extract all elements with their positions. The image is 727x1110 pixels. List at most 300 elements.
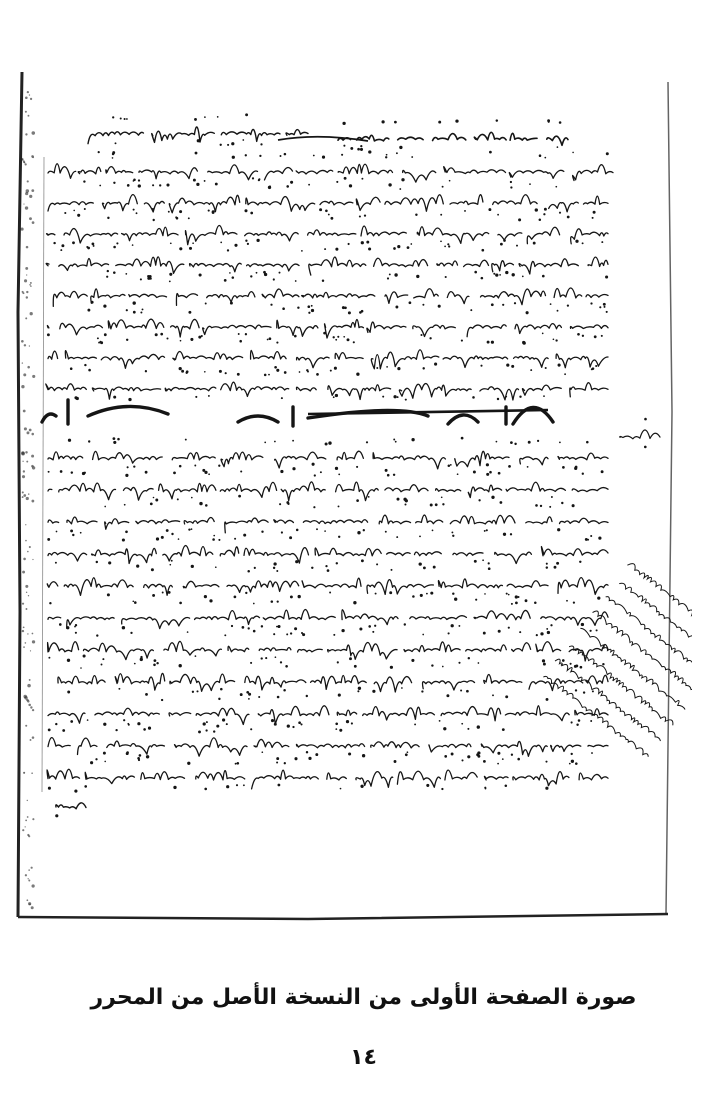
diacritic-dot xyxy=(604,306,606,308)
diacritic-dot xyxy=(273,633,275,635)
diacritic-dot xyxy=(112,151,115,154)
diacritic-dot xyxy=(503,533,506,536)
diacritic-dot xyxy=(67,691,70,694)
diacritic-dot xyxy=(442,666,444,668)
diacritic-dot xyxy=(189,247,192,250)
diacritic-dot xyxy=(548,121,550,123)
diacritic-dot xyxy=(220,144,222,146)
diacritic-dot xyxy=(292,440,294,442)
diacritic-dot xyxy=(126,339,128,341)
diacritic-dot xyxy=(505,396,507,398)
scan-speck xyxy=(32,131,36,135)
diacritic-dot xyxy=(195,396,197,398)
diacritic-dot xyxy=(389,273,391,275)
diacritic-dot xyxy=(107,217,109,219)
scan-speck xyxy=(29,429,32,432)
diacritic-dot xyxy=(397,396,399,398)
diacritic-dot xyxy=(239,340,242,343)
scan-speck xyxy=(31,867,33,869)
diacritic-dot xyxy=(72,534,74,536)
diacritic-dot xyxy=(510,533,512,535)
scan-speck xyxy=(28,869,30,871)
diacritic-dot xyxy=(396,536,398,538)
diacritic-dot xyxy=(68,439,71,442)
diacritic-dot xyxy=(529,183,531,185)
diacritic-dot xyxy=(394,121,397,124)
diacritic-dot xyxy=(343,145,345,147)
diacritic-dot xyxy=(472,396,475,399)
diacritic-dot xyxy=(341,629,344,632)
diacritic-dot xyxy=(117,438,120,441)
diacritic-dot xyxy=(268,186,271,189)
diacritic-dot xyxy=(124,118,126,120)
diacritic-dot xyxy=(473,471,476,474)
diacritic-dot xyxy=(430,504,433,507)
diacritic-dot xyxy=(276,369,279,372)
diacritic-dot xyxy=(486,529,488,531)
scan-speck xyxy=(31,433,34,436)
diacritic-dot xyxy=(514,443,516,445)
diacritic-dot xyxy=(409,301,412,304)
diacritic-dot xyxy=(411,438,414,441)
scan-speck xyxy=(30,285,32,287)
diacritic-dot xyxy=(196,183,199,186)
diacritic-dot xyxy=(124,504,126,506)
diacritic-dot xyxy=(567,216,570,219)
diacritic-dot xyxy=(290,181,293,184)
diacritic-dot xyxy=(591,752,593,754)
diacritic-dot xyxy=(75,632,77,634)
diacritic-dot xyxy=(84,208,86,210)
diacritic-dot xyxy=(104,506,106,508)
scan-speck xyxy=(23,410,26,413)
diacritic-dot xyxy=(356,466,358,468)
scan-speck xyxy=(31,772,33,774)
diacritic-dot xyxy=(205,729,207,731)
diacritic-dot xyxy=(393,247,396,250)
diacritic-dot xyxy=(115,142,117,144)
diacritic-dot xyxy=(419,562,422,565)
diacritic-dot xyxy=(153,664,156,667)
diacritic-dot xyxy=(277,601,279,603)
diacritic-dot xyxy=(155,333,158,336)
diacritic-dot xyxy=(112,116,114,118)
diacritic-dot xyxy=(83,654,86,657)
scan-left-edge xyxy=(18,72,22,917)
diacritic-dot xyxy=(347,338,350,341)
diacritic-dot xyxy=(480,365,482,367)
diacritic-dot xyxy=(270,304,272,306)
diacritic-dot xyxy=(491,303,494,306)
diacritic-dot xyxy=(206,721,208,723)
diacritic-dot xyxy=(148,727,151,730)
diacritic-dot xyxy=(361,178,363,180)
diacritic-dot xyxy=(161,536,164,539)
diacritic-dot xyxy=(140,658,143,661)
diacritic-dot xyxy=(426,784,429,787)
diacritic-dot xyxy=(411,156,413,158)
diacritic-dot xyxy=(313,506,315,508)
scan-speck xyxy=(26,296,28,298)
diacritic-dot xyxy=(194,118,197,121)
diacritic-dot xyxy=(84,785,87,788)
diacritic-dot xyxy=(260,143,262,145)
diacritic-dot xyxy=(516,245,518,247)
diacritic-dot xyxy=(483,632,486,635)
diacritic-dot xyxy=(571,753,573,755)
scan-speck xyxy=(32,736,35,739)
diacritic-dot xyxy=(368,625,371,628)
diacritic-dot xyxy=(338,505,340,507)
diacritic-dot xyxy=(145,471,148,474)
diacritic-dot xyxy=(481,277,484,280)
diacritic-dot xyxy=(534,601,537,604)
diacritic-dot xyxy=(338,536,340,538)
diacritic-dot xyxy=(181,370,184,373)
diacritic-dot xyxy=(334,367,337,370)
diacritic-dot xyxy=(204,788,207,791)
diacritic-dot xyxy=(140,311,142,313)
diacritic-dot xyxy=(274,366,277,369)
scan-speck xyxy=(30,312,33,315)
diacritic-dot xyxy=(393,395,396,398)
scan-speck xyxy=(32,221,35,224)
diacritic-dot xyxy=(539,218,542,221)
diacritic-dot xyxy=(125,530,128,533)
scan-speck xyxy=(25,608,27,610)
diacritic-dot xyxy=(108,561,111,564)
diacritic-dot xyxy=(477,725,480,728)
margin-note xyxy=(620,430,660,439)
diacritic-dot xyxy=(48,471,50,473)
diacritic-dot xyxy=(220,688,223,691)
diacritic-dot xyxy=(438,121,441,124)
diacritic-dot xyxy=(294,627,297,630)
diacritic-dot xyxy=(133,301,136,304)
diacritic-dot xyxy=(169,273,172,276)
diacritic-dot xyxy=(219,370,222,373)
diacritic-dot xyxy=(429,337,431,339)
diacritic-dot xyxy=(75,624,77,626)
diacritic-dot xyxy=(342,122,345,125)
scan-speck xyxy=(31,884,34,887)
diacritic-dot xyxy=(486,463,489,466)
diacritic-dot xyxy=(333,634,335,636)
diacritic-dot xyxy=(86,246,88,248)
diacritic-dot xyxy=(126,309,128,311)
scan-speck xyxy=(29,546,31,548)
diacritic-dot xyxy=(511,754,513,756)
diacritic-dot xyxy=(156,537,159,540)
annotation-line xyxy=(592,609,692,695)
diacritic-dot xyxy=(374,625,376,627)
diacritic-dot xyxy=(113,396,116,399)
diacritic-dot xyxy=(389,591,392,594)
diacritic-dot xyxy=(215,566,217,568)
diacritic-dot xyxy=(263,271,266,274)
diacritic-dot xyxy=(393,474,395,476)
diacritic-dot xyxy=(299,371,301,373)
diacritic-dot xyxy=(557,528,560,531)
diacritic-dot xyxy=(514,302,516,304)
diacritic-dot xyxy=(188,311,191,314)
diacritic-dot xyxy=(112,157,114,159)
diacritic-dot xyxy=(316,373,319,376)
diacritic-dot xyxy=(368,496,370,498)
diacritic-dot xyxy=(188,217,190,219)
diacritic-dot xyxy=(311,567,313,569)
diacritic-dot xyxy=(597,596,600,599)
image-caption: صورة الصفحة الأولى من النسخة الأصل من المحرر xyxy=(90,985,637,1010)
diacritic-dot xyxy=(386,366,388,368)
annotation-line xyxy=(619,580,692,664)
diacritic-dot xyxy=(397,367,400,370)
diacritic-dot xyxy=(250,728,252,730)
diacritic-dot xyxy=(546,698,549,701)
diacritic-dot xyxy=(467,755,470,758)
diacritic-dot xyxy=(229,272,231,274)
diacritic-dot xyxy=(93,245,95,247)
scan-speck xyxy=(27,684,31,688)
diacritic-dot xyxy=(289,536,292,539)
diacritic-dot xyxy=(559,441,561,443)
diacritic-dot xyxy=(484,530,486,532)
diacritic-dot xyxy=(118,688,120,690)
diacritic-dot xyxy=(382,396,384,398)
diacritic-dot xyxy=(397,498,400,501)
diacritic-dot xyxy=(368,247,371,250)
diacritic-dot xyxy=(70,720,73,723)
scan-speck xyxy=(29,284,31,286)
diacritic-dot xyxy=(545,367,547,369)
diacritic-dot xyxy=(340,788,342,790)
scan-speck xyxy=(22,491,24,493)
manuscript-text-line xyxy=(48,738,608,757)
diacritic-dot xyxy=(101,664,103,666)
diacritic-dot xyxy=(415,214,417,216)
scan-speck xyxy=(22,292,24,294)
diacritic-dot xyxy=(461,437,464,440)
diacritic-dot xyxy=(586,441,589,444)
diacritic-dot xyxy=(218,698,220,700)
diacritic-dot xyxy=(357,148,360,151)
diacritic-dot xyxy=(546,566,548,568)
diacritic-dot xyxy=(555,186,557,188)
diacritic-dot xyxy=(280,661,282,663)
diacritic-dot xyxy=(179,367,182,370)
diacritic-dot xyxy=(153,497,155,499)
diacritic-dot xyxy=(245,240,247,242)
diacritic-dot xyxy=(528,441,531,444)
scan-speck xyxy=(24,427,27,430)
diacritic-dot xyxy=(589,630,591,632)
diacritic-dot xyxy=(190,338,193,341)
diacritic-dot xyxy=(449,180,451,182)
diacritic-dot xyxy=(160,333,163,336)
diacritic-dot xyxy=(208,395,210,397)
scan-speck xyxy=(24,279,27,282)
diacritic-dot xyxy=(566,600,568,602)
diacritic-dot xyxy=(136,212,138,214)
diacritic-dot xyxy=(385,156,387,158)
diacritic-dot xyxy=(247,243,249,245)
diacritic-dot xyxy=(113,271,116,274)
diacritic-dot xyxy=(48,787,51,790)
diacritic-dot xyxy=(212,210,215,213)
diacritic-dot xyxy=(284,371,287,374)
diacritic-dot xyxy=(107,270,109,272)
diacritic-dot xyxy=(363,529,365,531)
diacritic-dot xyxy=(277,625,280,628)
diacritic-dot xyxy=(179,247,182,250)
diacritic-dot xyxy=(337,661,339,663)
diacritic-dot xyxy=(204,595,207,598)
diacritic-dot xyxy=(224,634,226,636)
diacritic-dot xyxy=(477,751,480,754)
diacritic-dot xyxy=(245,113,248,116)
diacritic-dot xyxy=(191,528,193,530)
diacritic-dot xyxy=(396,152,398,154)
diacritic-dot xyxy=(388,183,391,186)
diacritic-dot xyxy=(152,594,155,597)
diacritic-dot xyxy=(259,155,261,157)
diacritic-dot xyxy=(313,155,315,157)
diacritic-dot xyxy=(335,394,338,397)
diacritic-dot xyxy=(542,275,545,278)
scan-speck xyxy=(26,899,28,901)
scan-speck xyxy=(32,640,35,643)
diacritic-dot xyxy=(448,632,450,634)
diacritic-dot xyxy=(187,631,189,633)
diacritic-dot xyxy=(460,689,462,691)
diacritic-dot xyxy=(360,148,363,151)
diacritic-dot xyxy=(275,656,277,658)
diacritic-dot xyxy=(166,529,169,532)
diacritic-dot xyxy=(420,334,422,336)
diacritic-dot xyxy=(103,723,106,726)
diacritic-dot xyxy=(411,659,414,662)
diacritic-dot xyxy=(265,657,267,659)
diacritic-dot xyxy=(349,184,352,187)
diacritic-dot xyxy=(542,659,545,662)
diacritic-dot xyxy=(412,595,415,598)
manuscript-text-line xyxy=(46,257,608,275)
diacritic-dot xyxy=(227,144,229,146)
diacritic-dot xyxy=(602,663,604,665)
diacritic-dot xyxy=(548,784,550,786)
diacritic-dot xyxy=(301,250,303,252)
diacritic-dot xyxy=(555,339,557,341)
diacritic-dot xyxy=(307,305,310,308)
diacritic-dot xyxy=(451,624,454,627)
diacritic-dot xyxy=(349,657,352,660)
diacritic-dot xyxy=(474,271,477,274)
scan-speck xyxy=(31,906,34,909)
diacritic-dot xyxy=(397,245,400,248)
diacritic-dot xyxy=(84,364,86,366)
diacritic-dot xyxy=(606,152,609,155)
diacritic-dot xyxy=(464,210,466,212)
scan-speck xyxy=(29,679,31,681)
diacritic-dot xyxy=(506,593,508,595)
diacritic-dot xyxy=(155,499,158,502)
diacritic-dot xyxy=(442,503,444,505)
scan-speck xyxy=(30,650,31,651)
diacritic-dot xyxy=(225,372,227,374)
diacritic-dot xyxy=(598,537,601,540)
scan-speck xyxy=(23,373,26,376)
diacritic-dot xyxy=(348,243,350,245)
diacritic-dot xyxy=(240,470,242,472)
diacritic-dot xyxy=(87,719,89,721)
diacritic-dot xyxy=(575,240,578,243)
scan-speck xyxy=(25,826,26,827)
diacritic-dot xyxy=(242,626,245,629)
scan-speck xyxy=(27,366,30,369)
diacritic-dot xyxy=(351,722,353,724)
diacritic-dot xyxy=(426,593,428,595)
diacritic-dot xyxy=(102,658,104,660)
diacritic-dot xyxy=(247,570,250,573)
diacritic-dot xyxy=(278,784,281,787)
diacritic-dot xyxy=(66,626,69,629)
diacritic-dot xyxy=(438,305,441,308)
diacritic-dot xyxy=(311,305,313,307)
diacritic-dot xyxy=(324,248,326,250)
diacritic-dot xyxy=(594,335,597,338)
diacritic-dot xyxy=(489,151,492,154)
diacritic-dot xyxy=(156,662,158,664)
diacritic-dot xyxy=(577,333,580,336)
diacritic-dot xyxy=(344,177,347,180)
diacritic-dot xyxy=(204,180,206,182)
diacritic-dot xyxy=(580,666,583,669)
diacritic-dot xyxy=(562,659,565,662)
diacritic-dot xyxy=(297,306,299,308)
diacritic-dot xyxy=(248,698,250,700)
diacritic-dot xyxy=(581,623,584,626)
diacritic-dot xyxy=(416,275,419,278)
diacritic-dot xyxy=(358,687,361,690)
diacritic-dot xyxy=(394,273,397,276)
diacritic-dot xyxy=(325,442,328,445)
diacritic-dot xyxy=(237,373,240,376)
diacritic-dot xyxy=(152,208,154,210)
diacritic-dot xyxy=(134,601,137,604)
diacritic-dot xyxy=(341,154,343,156)
manuscript-text-line xyxy=(47,226,608,245)
diacritic-dot xyxy=(336,562,338,564)
scan-speck xyxy=(26,592,27,593)
scan-speck xyxy=(24,162,26,164)
scan-speck xyxy=(29,903,31,905)
diacritic-dot xyxy=(113,182,115,184)
diacritic-dot xyxy=(448,464,451,467)
scan-speck xyxy=(25,133,27,135)
diacritic-dot xyxy=(407,246,410,249)
diacritic-dot xyxy=(571,721,573,723)
closing-mark xyxy=(56,803,86,809)
diacritic-dot xyxy=(526,311,529,314)
diacritic-dot xyxy=(431,664,433,666)
scan-speck xyxy=(25,820,27,822)
scan-speck xyxy=(31,500,34,503)
diacritic-dot xyxy=(328,441,331,444)
diacritic-dot xyxy=(73,210,75,212)
diacritic-dot xyxy=(592,217,594,219)
diacritic-dot xyxy=(510,181,512,183)
diacritic-dot xyxy=(487,341,490,344)
